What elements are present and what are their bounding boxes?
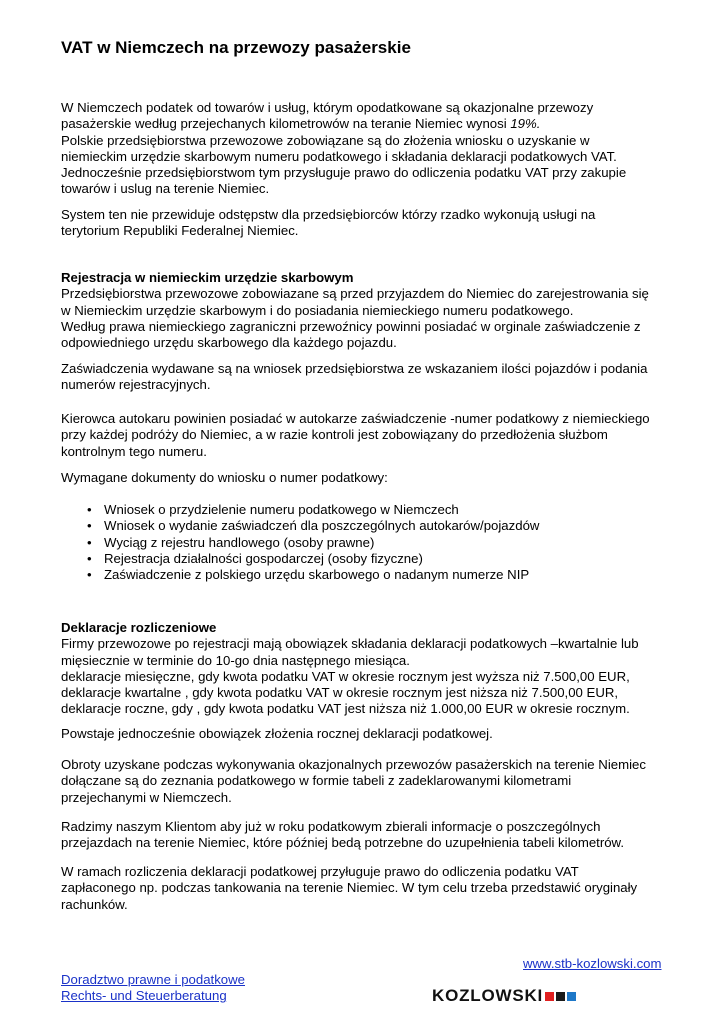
text-line: System ten nie przewiduje odstępstw dla przedsiębiorców którzy rzadko wykonują usługi na xyxy=(61,207,596,222)
text-line: przy każdej podróży do Niemiec, a w razie kontroli jest zobowiązany do przedłożenia służbom xyxy=(61,427,608,443)
text-line: deklaracje miesięczne, gdy kwota podatku VAT w okresie rocznym jest wyższa niż 7.500,00 EUR, xyxy=(61,668,630,684)
required-documents-list xyxy=(61,502,539,583)
advice-paragraph xyxy=(61,819,624,852)
text-line: Polskie przedsiębiorstwa przewozowe zobowiązane są do złożenia wniosku o uzyskanie w xyxy=(61,132,590,148)
page-title: VAT w Niemczech na przewozy pasażerskie xyxy=(61,38,411,57)
intro-paragraph xyxy=(61,100,626,198)
logo-square-blue xyxy=(567,992,576,1001)
text-line: zapłaconego np. podczas tankowania na terenie Niemiec. W tym celu trzeba przedstawić oryginały xyxy=(61,880,638,896)
text-line: kontrolnym tego numeru. xyxy=(61,443,207,459)
legal-advice-link[interactable]: Doradztwo prawne i podatkowe xyxy=(61,972,245,987)
text-line: deklaracje kwartalne , gdy kwota podatku VAT w okresie rocznym jest niższa niż 7.500,00 EUR, xyxy=(61,685,619,701)
list-item: • Wniosek o wydanie zaświadczeń dla poszczególnych autokarów/pojazdów xyxy=(87,518,540,534)
logo-square-red xyxy=(545,992,554,1001)
deduction-paragraph xyxy=(61,864,637,913)
text-line: rachunków. xyxy=(61,896,128,912)
annual-obligation-paragraph xyxy=(61,726,493,742)
bullet-icon: • xyxy=(87,518,92,534)
text-line: terytorium Republiki Federalnej Niemiec. xyxy=(61,223,299,239)
list-item: • Rejestracja działalności gospodarczej (osoby fizyczne) xyxy=(87,550,423,566)
text-line: niemieckim urzędzie skarbowym numeru podatkowego i składania deklaracji podatkowych VAT. xyxy=(61,148,617,164)
logo-square-black xyxy=(556,992,565,1001)
company-logo xyxy=(432,986,576,1006)
text-line: W Niemczech podatek od towarów i usług, którym opodatkowane są okazjonalne przewozy xyxy=(61,100,594,115)
text-line: numerów rejestracyjnych. xyxy=(61,377,211,393)
vat-rate: 19%. xyxy=(510,116,541,132)
text-line: przejechanymi w Niemczech. xyxy=(61,789,232,805)
bullet-icon: • xyxy=(87,567,92,583)
tax-advice-link[interactable]: Rechts- und Steuerberatung xyxy=(61,988,227,1004)
section-heading: Rejestracja w niemieckim urzędzie skarbowym xyxy=(61,270,354,285)
documents-intro xyxy=(61,470,388,486)
text-line: Wymagane dokumenty do wniosku o numer podatkowy: xyxy=(61,470,388,485)
text-line: przejazdach na terenie Niemiec, które później bedą potrzebne do uzupełnienia tabeli kilometrów. xyxy=(61,835,625,851)
text-line: W ramach rozliczenia deklaracji podatkowej przyługuje prawo do odliczenia podatku VAT xyxy=(61,864,579,879)
certificates-paragraph xyxy=(61,361,647,394)
text-line: Radzimy naszym Klientom aby już w roku podatkowym zbierali informacje o poszczególnych xyxy=(61,819,601,834)
text-line: towarów i uslug na terenie Niemiec. xyxy=(61,181,270,197)
text-line: deklaracje roczne, gdy , gdy kwota podatku VAT jest niższa niż 1.000,00 EUR w okresie rocznym. xyxy=(61,701,630,717)
turnover-paragraph xyxy=(61,757,646,806)
bullet-icon: • xyxy=(87,534,92,550)
section-heading: Deklaracje rozliczeniowe xyxy=(61,620,217,635)
list-item: • Wyciąg z rejestru handlowego (osoby prawne) xyxy=(87,534,375,550)
text-line: Jednocześnie przedsiębiorstwom tym przysługuje prawo do odliczenia podatku VAT przy zakupie xyxy=(61,165,627,181)
logo-text: KOZLOWSKI xyxy=(432,986,544,1005)
text-line: odpowiedniego urzędu skarbowego dla każdego pojazdu. xyxy=(61,335,397,351)
text-line: dołączane są do zeznania podatkowego w formie tabeli z zadeklarowanymi kilometrami xyxy=(61,773,572,789)
text-line: Firmy przewozowe po rejestracji mają obowiązek składania deklaracji podatkowych –kwartalnie lub xyxy=(61,636,639,652)
list-item: • Wniosek o przydzielenie numeru podatkowego w Niemczech xyxy=(87,502,459,517)
text-line: Według prawa niemieckiego zagraniczni przewoźnicy powinni posiadać w orginale zaświadczenie z xyxy=(61,318,641,334)
text-line: Przedsiębiorstwa przewozowe zobowiazane są przed przyjazdem do Niemiec do zarejestrowania się xyxy=(61,286,649,302)
footer-links xyxy=(61,972,245,1005)
text-line: Powstaje jednocześnie obowiązek złożenia rocznej deklaracji podatkowej. xyxy=(61,726,493,741)
declarations-section xyxy=(61,620,639,718)
text-line: Obroty uzyskane podczas wykonywania okazjonalnych przewozów pasażerskich na terenie Niemiec xyxy=(61,757,646,772)
text-line: mięsiecznie w terminie do 10-go dnia następnego miesiąca. xyxy=(61,652,410,668)
list-item: • Zaświadczenie z polskiego urzędu skarbowego o nadanym numerze NIP xyxy=(87,567,530,583)
exemption-paragraph xyxy=(61,207,595,240)
bullet-icon: • xyxy=(87,550,92,566)
registration-section xyxy=(61,270,649,351)
text-line: Zaświadczenia wydawane są na wniosek przedsiębiorstwa ze wskazaniem ilości pojazdów i podania xyxy=(61,361,648,376)
bullet-icon: • xyxy=(87,502,92,517)
driver-paragraph xyxy=(61,411,650,460)
text-line: Kierowca autokaru powinien posiadać w autokarze zaświadczenie -numer podatkowy z niemieckiego xyxy=(61,411,650,426)
text-line: w Niemieckim urzędzie skarbowym i do posiadania niemieckiego numeru podatkowego. xyxy=(61,302,574,318)
website-link[interactable]: www.stb-kozlowski.com xyxy=(523,956,662,971)
text-line: pasażerskie według przejechanych kilometrowów na teranie Niemiec wynosi 19%. xyxy=(61,116,541,132)
